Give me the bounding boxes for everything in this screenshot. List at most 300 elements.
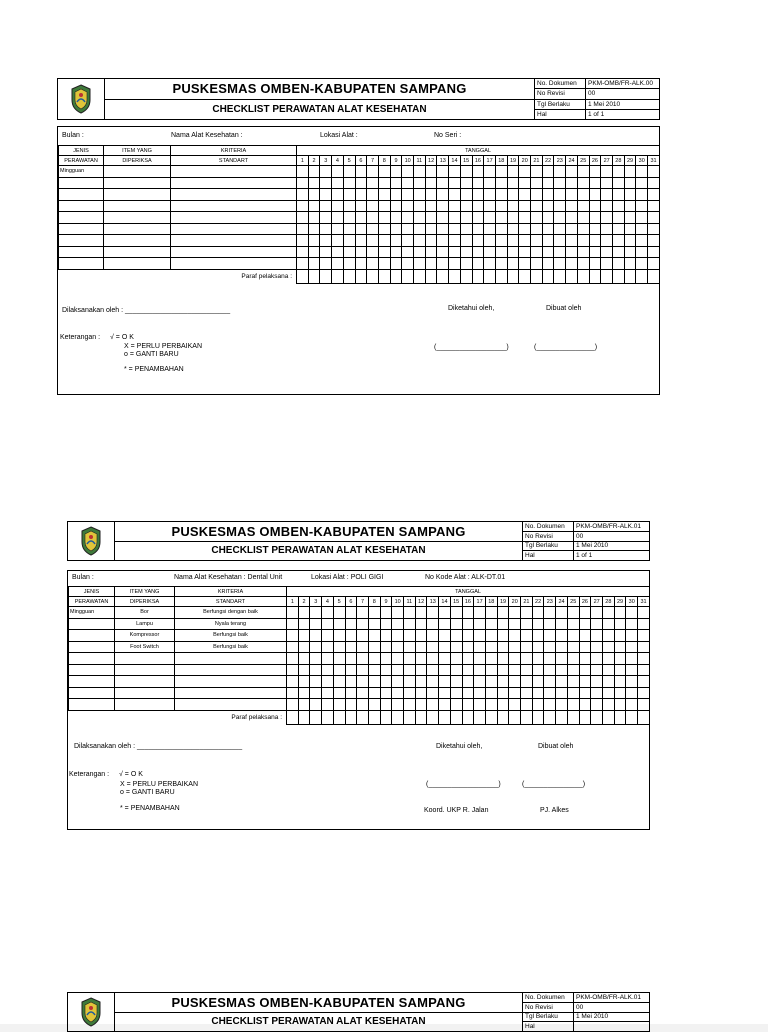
check-cell[interactable] <box>484 258 496 270</box>
check-cell[interactable] <box>542 258 554 270</box>
check-cell[interactable] <box>345 618 357 630</box>
check-cell[interactable] <box>287 607 299 619</box>
check-cell[interactable] <box>648 200 660 212</box>
check-cell[interactable] <box>462 630 474 642</box>
check-cell[interactable] <box>345 630 357 642</box>
check-cell[interactable] <box>591 664 603 676</box>
check-cell[interactable] <box>509 630 521 642</box>
check-cell[interactable] <box>415 618 427 630</box>
check-cell[interactable] <box>414 235 426 247</box>
check-cell[interactable] <box>638 607 650 619</box>
check-cell[interactable] <box>521 641 533 653</box>
check-cell[interactable] <box>460 246 472 258</box>
check-cell[interactable] <box>591 699 603 711</box>
paraf-cell[interactable] <box>579 710 591 724</box>
check-cell[interactable] <box>544 607 556 619</box>
paraf-cell[interactable] <box>542 269 554 283</box>
check-cell[interactable] <box>484 200 496 212</box>
check-cell[interactable] <box>626 664 638 676</box>
check-cell[interactable] <box>497 699 509 711</box>
check-cell[interactable] <box>425 200 437 212</box>
check-cell[interactable] <box>589 200 601 212</box>
check-cell[interactable] <box>414 189 426 201</box>
check-cell[interactable] <box>495 235 507 247</box>
check-cell[interactable] <box>437 258 449 270</box>
check-cell[interactable] <box>320 235 332 247</box>
check-cell[interactable] <box>556 699 568 711</box>
check-cell[interactable] <box>566 189 578 201</box>
check-cell[interactable] <box>542 177 554 189</box>
check-cell[interactable] <box>579 653 591 665</box>
check-cell[interactable] <box>439 607 451 619</box>
check-cell[interactable] <box>542 166 554 178</box>
check-cell[interactable] <box>390 223 402 235</box>
check-cell[interactable] <box>591 618 603 630</box>
check-cell[interactable] <box>495 177 507 189</box>
check-cell[interactable] <box>415 664 427 676</box>
check-cell[interactable] <box>497 641 509 653</box>
paraf-cell[interactable] <box>332 269 344 283</box>
check-cell[interactable] <box>474 607 486 619</box>
paraf-cell[interactable] <box>567 710 579 724</box>
check-cell[interactable] <box>308 223 320 235</box>
paraf-cell[interactable] <box>462 710 474 724</box>
check-cell[interactable] <box>355 212 367 224</box>
check-cell[interactable] <box>355 235 367 247</box>
paraf-cell[interactable] <box>439 710 451 724</box>
check-cell[interactable] <box>404 653 416 665</box>
check-cell[interactable] <box>414 200 426 212</box>
check-cell[interactable] <box>531 200 543 212</box>
check-cell[interactable] <box>556 641 568 653</box>
check-cell[interactable] <box>602 699 614 711</box>
check-cell[interactable] <box>449 189 461 201</box>
check-cell[interactable] <box>614 630 626 642</box>
check-cell[interactable] <box>614 676 626 688</box>
check-cell[interactable] <box>425 189 437 201</box>
check-cell[interactable] <box>519 258 531 270</box>
check-cell[interactable] <box>567 676 579 688</box>
check-cell[interactable] <box>367 235 379 247</box>
check-cell[interactable] <box>322 687 334 699</box>
check-cell[interactable] <box>414 166 426 178</box>
check-cell[interactable] <box>425 235 437 247</box>
check-cell[interactable] <box>450 641 462 653</box>
check-cell[interactable] <box>332 223 344 235</box>
check-cell[interactable] <box>298 687 310 699</box>
check-cell[interactable] <box>310 653 322 665</box>
check-cell[interactable] <box>402 223 414 235</box>
check-cell[interactable] <box>577 189 589 201</box>
check-cell[interactable] <box>357 618 369 630</box>
check-cell[interactable] <box>298 676 310 688</box>
check-cell[interactable] <box>509 664 521 676</box>
check-cell[interactable] <box>415 676 427 688</box>
check-cell[interactable] <box>322 641 334 653</box>
check-cell[interactable] <box>462 664 474 676</box>
check-cell[interactable] <box>519 177 531 189</box>
check-cell[interactable] <box>485 676 497 688</box>
check-cell[interactable] <box>589 189 601 201</box>
check-cell[interactable] <box>310 664 322 676</box>
check-cell[interactable] <box>521 664 533 676</box>
check-cell[interactable] <box>519 235 531 247</box>
check-cell[interactable] <box>542 223 554 235</box>
paraf-cell[interactable] <box>624 269 636 283</box>
check-cell[interactable] <box>437 177 449 189</box>
paraf-cell[interactable] <box>497 710 509 724</box>
check-cell[interactable] <box>521 653 533 665</box>
check-cell[interactable] <box>320 200 332 212</box>
check-cell[interactable] <box>367 246 379 258</box>
check-cell[interactable] <box>298 607 310 619</box>
check-cell[interactable] <box>602 664 614 676</box>
check-cell[interactable] <box>367 166 379 178</box>
check-cell[interactable] <box>392 687 404 699</box>
check-cell[interactable] <box>298 630 310 642</box>
check-cell[interactable] <box>437 189 449 201</box>
paraf-cell[interactable] <box>638 710 650 724</box>
check-cell[interactable] <box>567 687 579 699</box>
check-cell[interactable] <box>579 618 591 630</box>
check-cell[interactable] <box>579 699 591 711</box>
paraf-cell[interactable] <box>368 710 380 724</box>
paraf-cell[interactable] <box>495 269 507 283</box>
check-cell[interactable] <box>626 687 638 699</box>
check-cell[interactable] <box>638 618 650 630</box>
check-cell[interactable] <box>450 653 462 665</box>
paraf-cell[interactable] <box>521 710 533 724</box>
check-cell[interactable] <box>297 223 309 235</box>
check-cell[interactable] <box>474 664 486 676</box>
check-cell[interactable] <box>485 641 497 653</box>
check-cell[interactable] <box>322 664 334 676</box>
check-cell[interactable] <box>460 258 472 270</box>
check-cell[interactable] <box>333 699 345 711</box>
check-cell[interactable] <box>415 699 427 711</box>
check-cell[interactable] <box>427 641 439 653</box>
check-cell[interactable] <box>439 676 451 688</box>
check-cell[interactable] <box>414 258 426 270</box>
check-cell[interactable] <box>343 212 355 224</box>
check-cell[interactable] <box>636 212 648 224</box>
check-cell[interactable] <box>414 212 426 224</box>
check-cell[interactable] <box>425 223 437 235</box>
check-cell[interactable] <box>626 630 638 642</box>
check-cell[interactable] <box>554 177 566 189</box>
check-cell[interactable] <box>532 699 544 711</box>
check-cell[interactable] <box>495 246 507 258</box>
check-cell[interactable] <box>450 699 462 711</box>
check-cell[interactable] <box>556 618 568 630</box>
check-cell[interactable] <box>485 687 497 699</box>
check-cell[interactable] <box>474 630 486 642</box>
check-cell[interactable] <box>320 177 332 189</box>
check-cell[interactable] <box>474 676 486 688</box>
check-cell[interactable] <box>601 212 613 224</box>
check-cell[interactable] <box>392 607 404 619</box>
check-cell[interactable] <box>472 189 484 201</box>
check-cell[interactable] <box>333 641 345 653</box>
paraf-cell[interactable] <box>577 269 589 283</box>
check-cell[interactable] <box>589 246 601 258</box>
paraf-cell[interactable] <box>287 710 299 724</box>
check-cell[interactable] <box>602 687 614 699</box>
check-cell[interactable] <box>544 676 556 688</box>
check-cell[interactable] <box>601 258 613 270</box>
check-cell[interactable] <box>484 223 496 235</box>
check-cell[interactable] <box>345 687 357 699</box>
check-cell[interactable] <box>298 664 310 676</box>
check-cell[interactable] <box>392 676 404 688</box>
check-cell[interactable] <box>636 258 648 270</box>
paraf-cell[interactable] <box>450 710 462 724</box>
check-cell[interactable] <box>567 641 579 653</box>
check-cell[interactable] <box>310 687 322 699</box>
check-cell[interactable] <box>591 687 603 699</box>
check-cell[interactable] <box>544 653 556 665</box>
check-cell[interactable] <box>427 607 439 619</box>
check-cell[interactable] <box>602 641 614 653</box>
paraf-cell[interactable] <box>414 269 426 283</box>
check-cell[interactable] <box>485 618 497 630</box>
check-cell[interactable] <box>449 258 461 270</box>
check-cell[interactable] <box>322 607 334 619</box>
check-cell[interactable] <box>472 212 484 224</box>
check-cell[interactable] <box>509 676 521 688</box>
check-cell[interactable] <box>497 630 509 642</box>
check-cell[interactable] <box>472 200 484 212</box>
paraf-cell[interactable] <box>437 269 449 283</box>
check-cell[interactable] <box>544 630 556 642</box>
check-cell[interactable] <box>589 166 601 178</box>
check-cell[interactable] <box>310 641 322 653</box>
check-cell[interactable] <box>357 607 369 619</box>
check-cell[interactable] <box>322 630 334 642</box>
check-cell[interactable] <box>450 664 462 676</box>
check-cell[interactable] <box>567 653 579 665</box>
check-cell[interactable] <box>591 641 603 653</box>
check-cell[interactable] <box>577 258 589 270</box>
check-cell[interactable] <box>531 258 543 270</box>
check-cell[interactable] <box>308 177 320 189</box>
paraf-cell[interactable] <box>343 269 355 283</box>
check-cell[interactable] <box>450 630 462 642</box>
check-cell[interactable] <box>439 630 451 642</box>
check-cell[interactable] <box>308 258 320 270</box>
check-cell[interactable] <box>308 212 320 224</box>
check-cell[interactable] <box>579 641 591 653</box>
paraf-cell[interactable] <box>333 710 345 724</box>
check-cell[interactable] <box>507 212 519 224</box>
check-cell[interactable] <box>531 223 543 235</box>
paraf-cell[interactable] <box>614 710 626 724</box>
check-cell[interactable] <box>602 630 614 642</box>
paraf-cell[interactable] <box>310 710 322 724</box>
check-cell[interactable] <box>404 607 416 619</box>
check-cell[interactable] <box>509 653 521 665</box>
check-cell[interactable] <box>404 618 416 630</box>
check-cell[interactable] <box>648 258 660 270</box>
check-cell[interactable] <box>612 235 624 247</box>
check-cell[interactable] <box>636 246 648 258</box>
check-cell[interactable] <box>591 653 603 665</box>
paraf-cell[interactable] <box>427 710 439 724</box>
check-cell[interactable] <box>532 664 544 676</box>
check-cell[interactable] <box>648 223 660 235</box>
check-cell[interactable] <box>449 212 461 224</box>
check-cell[interactable] <box>602 607 614 619</box>
paraf-cell[interactable] <box>532 710 544 724</box>
check-cell[interactable] <box>322 676 334 688</box>
check-cell[interactable] <box>402 200 414 212</box>
check-cell[interactable] <box>322 653 334 665</box>
check-cell[interactable] <box>355 166 367 178</box>
check-cell[interactable] <box>484 212 496 224</box>
check-cell[interactable] <box>450 618 462 630</box>
check-cell[interactable] <box>567 664 579 676</box>
check-cell[interactable] <box>579 676 591 688</box>
check-cell[interactable] <box>612 189 624 201</box>
check-cell[interactable] <box>298 699 310 711</box>
check-cell[interactable] <box>287 676 299 688</box>
check-cell[interactable] <box>437 212 449 224</box>
check-cell[interactable] <box>332 258 344 270</box>
check-cell[interactable] <box>519 223 531 235</box>
check-cell[interactable] <box>343 200 355 212</box>
check-cell[interactable] <box>484 177 496 189</box>
check-cell[interactable] <box>484 189 496 201</box>
check-cell[interactable] <box>601 166 613 178</box>
check-cell[interactable] <box>636 189 648 201</box>
check-cell[interactable] <box>287 664 299 676</box>
check-cell[interactable] <box>332 177 344 189</box>
check-cell[interactable] <box>415 653 427 665</box>
check-cell[interactable] <box>532 630 544 642</box>
check-cell[interactable] <box>462 699 474 711</box>
check-cell[interactable] <box>624 177 636 189</box>
check-cell[interactable] <box>566 223 578 235</box>
check-cell[interactable] <box>601 177 613 189</box>
check-cell[interactable] <box>495 223 507 235</box>
check-cell[interactable] <box>507 258 519 270</box>
check-cell[interactable] <box>612 177 624 189</box>
check-cell[interactable] <box>554 223 566 235</box>
check-cell[interactable] <box>345 676 357 688</box>
check-cell[interactable] <box>427 687 439 699</box>
check-cell[interactable] <box>544 618 556 630</box>
paraf-cell[interactable] <box>474 710 486 724</box>
check-cell[interactable] <box>390 235 402 247</box>
check-cell[interactable] <box>542 212 554 224</box>
check-cell[interactable] <box>612 200 624 212</box>
check-cell[interactable] <box>589 235 601 247</box>
check-cell[interactable] <box>638 699 650 711</box>
check-cell[interactable] <box>462 641 474 653</box>
check-cell[interactable] <box>509 641 521 653</box>
check-cell[interactable] <box>308 189 320 201</box>
check-cell[interactable] <box>402 189 414 201</box>
check-cell[interactable] <box>474 653 486 665</box>
check-cell[interactable] <box>380 687 392 699</box>
check-cell[interactable] <box>287 641 299 653</box>
check-cell[interactable] <box>648 189 660 201</box>
check-cell[interactable] <box>287 630 299 642</box>
check-cell[interactable] <box>425 212 437 224</box>
check-cell[interactable] <box>509 618 521 630</box>
check-cell[interactable] <box>298 618 310 630</box>
check-cell[interactable] <box>531 166 543 178</box>
check-cell[interactable] <box>368 664 380 676</box>
check-cell[interactable] <box>532 618 544 630</box>
check-cell[interactable] <box>380 699 392 711</box>
check-cell[interactable] <box>378 166 390 178</box>
check-cell[interactable] <box>485 630 497 642</box>
check-cell[interactable] <box>521 630 533 642</box>
check-cell[interactable] <box>297 200 309 212</box>
check-cell[interactable] <box>367 223 379 235</box>
check-cell[interactable] <box>368 607 380 619</box>
check-cell[interactable] <box>602 618 614 630</box>
check-cell[interactable] <box>507 223 519 235</box>
check-cell[interactable] <box>297 258 309 270</box>
check-cell[interactable] <box>404 641 416 653</box>
check-cell[interactable] <box>404 630 416 642</box>
check-cell[interactable] <box>415 641 427 653</box>
check-cell[interactable] <box>460 212 472 224</box>
check-cell[interactable] <box>601 189 613 201</box>
check-cell[interactable] <box>648 177 660 189</box>
check-cell[interactable] <box>332 235 344 247</box>
check-cell[interactable] <box>531 177 543 189</box>
check-cell[interactable] <box>519 212 531 224</box>
check-cell[interactable] <box>554 189 566 201</box>
check-cell[interactable] <box>450 676 462 688</box>
check-cell[interactable] <box>380 664 392 676</box>
check-cell[interactable] <box>345 653 357 665</box>
check-cell[interactable] <box>343 166 355 178</box>
check-cell[interactable] <box>333 607 345 619</box>
check-cell[interactable] <box>298 653 310 665</box>
check-cell[interactable] <box>427 630 439 642</box>
check-cell[interactable] <box>472 223 484 235</box>
check-cell[interactable] <box>320 246 332 258</box>
check-cell[interactable] <box>624 258 636 270</box>
check-cell[interactable] <box>566 246 578 258</box>
check-cell[interactable] <box>378 177 390 189</box>
paraf-cell[interactable] <box>367 269 379 283</box>
check-cell[interactable] <box>579 630 591 642</box>
check-cell[interactable] <box>591 630 603 642</box>
check-cell[interactable] <box>310 676 322 688</box>
check-cell[interactable] <box>332 189 344 201</box>
paraf-cell[interactable] <box>390 269 402 283</box>
check-cell[interactable] <box>638 653 650 665</box>
check-cell[interactable] <box>449 166 461 178</box>
check-cell[interactable] <box>390 246 402 258</box>
check-cell[interactable] <box>636 235 648 247</box>
check-cell[interactable] <box>380 676 392 688</box>
check-cell[interactable] <box>601 246 613 258</box>
check-cell[interactable] <box>624 189 636 201</box>
check-cell[interactable] <box>355 189 367 201</box>
check-cell[interactable] <box>343 177 355 189</box>
paraf-cell[interactable] <box>355 269 367 283</box>
check-cell[interactable] <box>332 212 344 224</box>
check-cell[interactable] <box>626 653 638 665</box>
check-cell[interactable] <box>345 699 357 711</box>
check-cell[interactable] <box>287 699 299 711</box>
